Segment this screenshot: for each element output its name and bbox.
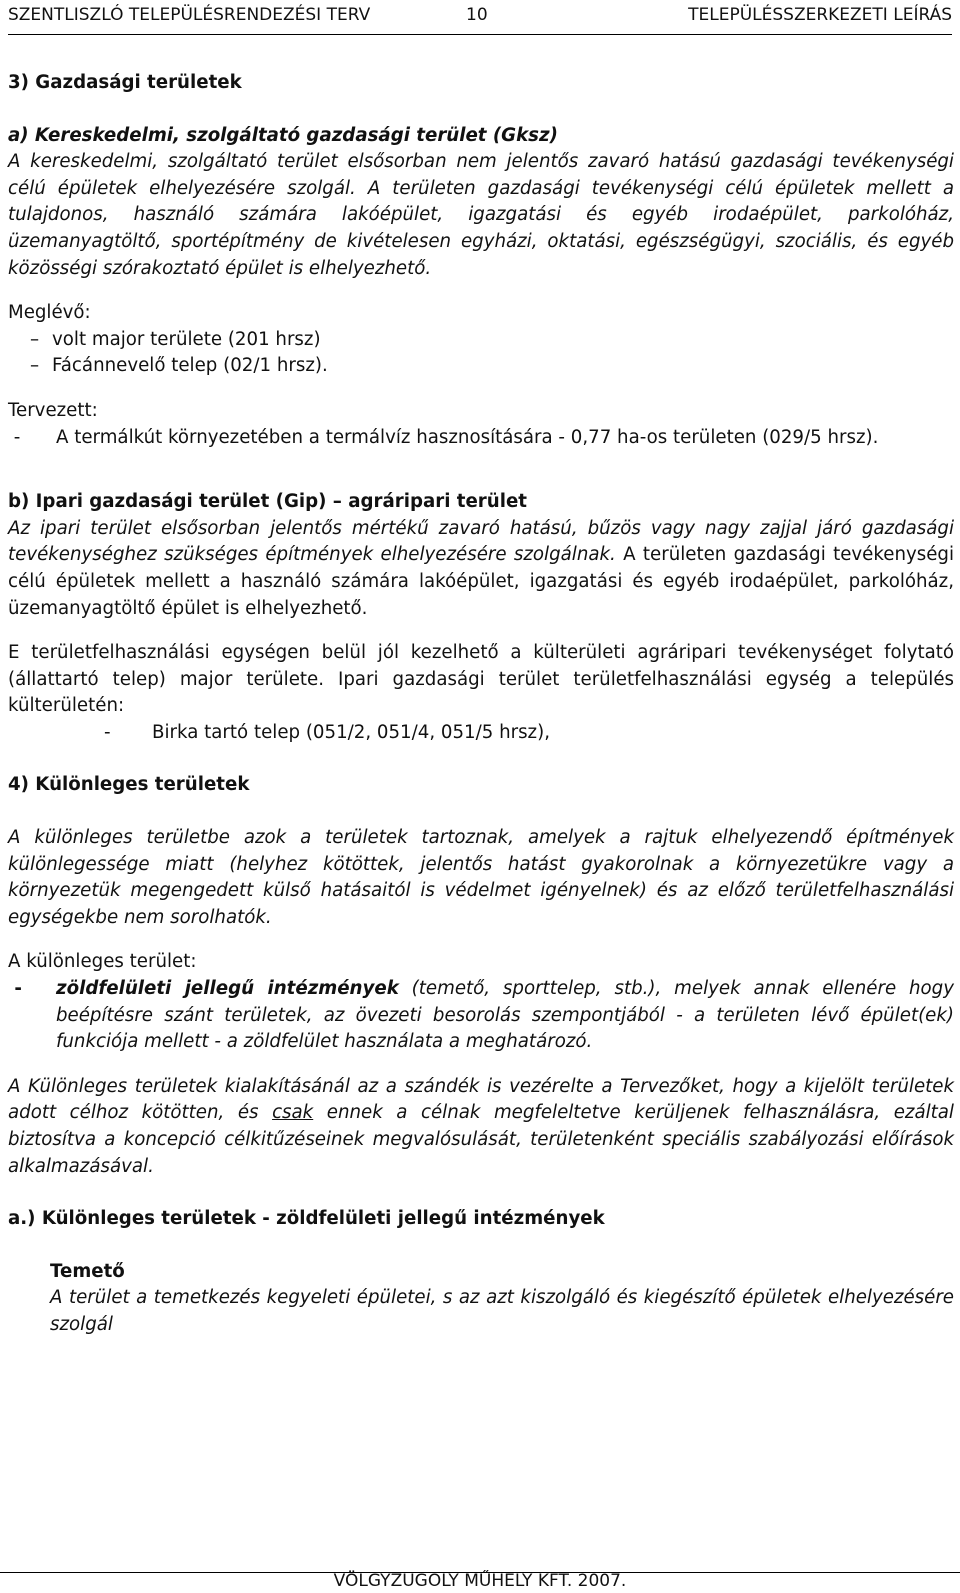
section-3a-rest: A területen gazdasági tevékenységi célú épületek mellett a tulajdonos, használó számára lakóépület, igazgatási és egyéb irodaépület, parkolóház, üzemanyagtöltő, sportépítmény de kivételesen egyházi, oktatási, egészségügyi, szociális, és egyéb közösségi szórakoztató épület is elhelyezhető. — [8, 177, 954, 279]
section-3b-paragraph — [8, 516, 954, 622]
tervezett-item: - A termálkút környezetében a termálvíz hasznosítására - 0,77 ha-os területen (029/5 hrsz). — [8, 426, 879, 448]
section-4a-title: a.) Különleges területek - zöldfelületi jellegű intézmények — [8, 1208, 605, 1230]
kulonleges-label: A különleges terület: — [8, 951, 197, 973]
section-4-paragraph-2: A Különleges területek kialakításánál az a szándék is vezérelte a Tervezőket, hogy a kijelölt területek adott célhoz kötötten, és csak ennek a célnak megfeleltetve kerüljenek felhasználásra, ezáltal biztosítva a koncepció célkitűzéseinek megvalósulását, területenként speciális szabályozási előírások alkalmazásával. — [8, 1075, 954, 1177]
footer-text: VÖLGYZUGOLY MŰHELY KFT. 2007. — [333, 1571, 627, 1591]
meglevo-item: – Fácánnevelő telep (02/1 hrsz). — [30, 355, 328, 377]
temeto-text: A terület a temetkezés kegyeleti épületei, s az azt kiszolgáló és kiegészítő épületek elhelyezésére szolgál — [50, 1287, 954, 1335]
header-right: TELEPÜLÉSSZERKEZETI LEÍRÁS — [688, 5, 952, 25]
section-3-title: 3) Gazdasági területek — [8, 72, 242, 93]
temeto-title: Temető — [50, 1260, 125, 1282]
section-4-paragraph: A különleges területbe azok a területek tartoznak, amelyek a rajtuk elhelyezendő építmények különlegessége miatt (helyhez kötöttek, jelentős hatást gyakorolnak a környezetükre vagy a környezetük megengedett külső hatásaitól is védelmet igényelnek) és az előző területfelhasználási egységekbe nem sorolhatók. — [8, 827, 954, 928]
section-3b-paragraph-2: E területfelhasználási egységen belül jól kezelhető a külterületi agráripari tevékenységet folytató (állattartó telep) major területe. Ipari gazdasági terület területfelhasználási egység a település külterületén: — [8, 642, 954, 717]
page-number: 10 — [466, 5, 488, 25]
section-3b-italic: Az ipari terület elsősorban jelentős mértékű zavaró hatású, bűzös vagy nagy zajjal járó gazdasági tevékenységhez szükséges építmények elhelyezésére szolgálnak. — [8, 517, 954, 566]
page-header — [8, 0, 952, 35]
section-3b-rest: A területen gazdasági tevékenységi célú épületek mellett a használó számára lakóépület, igazgatási és egyéb irodaépület, parkolóház, üzemanyagtöltő épület is elhelyezhető. — [8, 544, 954, 619]
meglevo-label: Meglévő: — [8, 302, 91, 324]
section-4-title: 4) Különleges területek — [8, 774, 250, 796]
section-3a-paragraph — [8, 149, 954, 282]
section-3a-italic: A kereskedelmi, szolgáltató terület elsősorban nem jelentős zavaró hatású gazdasági tevékenységi célú épületek elhelyezésére szolgál. — [8, 151, 954, 199]
document-body — [8, 70, 954, 1339]
tervezett-label: Tervezett: — [8, 399, 98, 421]
birka-item: - Birka tartó telep (051/2, 051/4, 051/5 hrsz), — [104, 721, 550, 743]
page-footer — [0, 1572, 960, 1593]
header-left: SZENTLISZLÓ TELEPÜLÉSRENDEZÉSI TERV — [8, 5, 371, 25]
meglevo-item: – volt major területe (201 hrsz) — [30, 328, 321, 350]
kulonleges-item: - zöldfelületi jellegű intézmények (temető, sporttelep, stb.), melyek annak ellenére hogy beépítésre szánt területek, az övezeti besorolás szempontjából - a területen lévő épület(ek) funkciója mellett - a zöldfelület használata a meghatározó. — [8, 978, 954, 1053]
section-3b-title: b) Ipari gazdasági terület (Gip) – agráripari terület — [8, 491, 527, 513]
section-3a-title: a) Kereskedelmi, szolgáltató gazdasági terület (Gksz) — [8, 124, 558, 146]
